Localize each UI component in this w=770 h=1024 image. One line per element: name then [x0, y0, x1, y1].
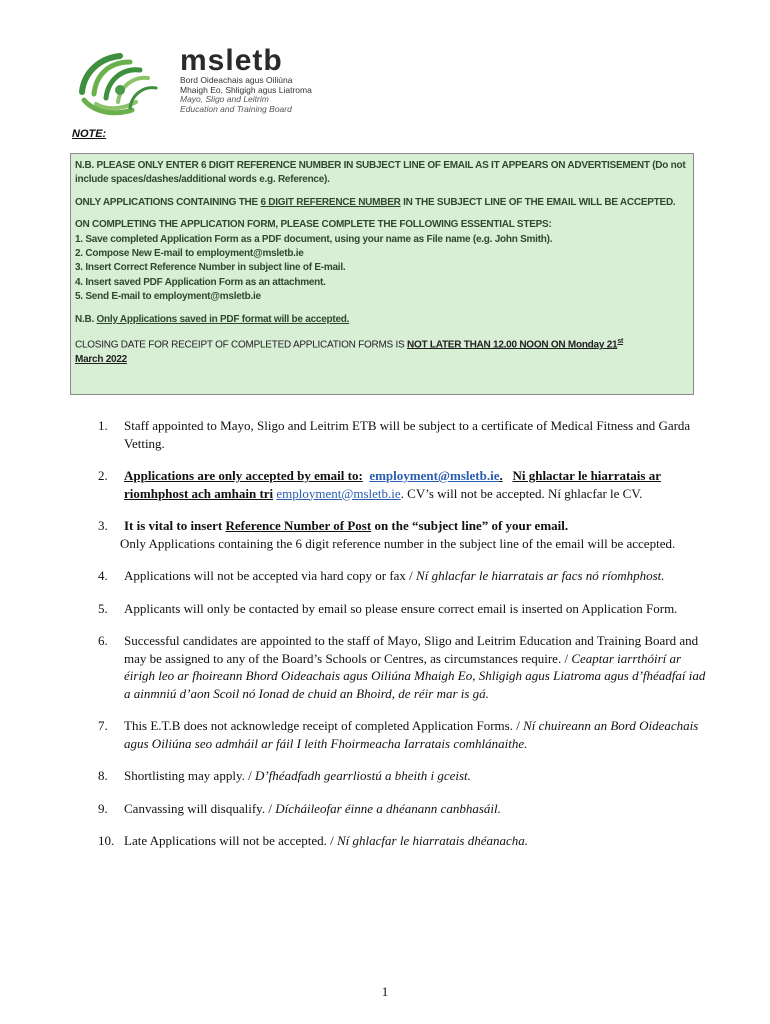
list-item-text: Successful candidates are appointed to the staff of Mayo, Sligo and Leitrim Education and Training Board and may be assigned to any of the Board’s Schools or Centres, as circumstances require. /	[124, 633, 699, 666]
list-item-text: Staff appointed to Mayo, Sligo and Leitrim ETB will be subject to a certificate of Medical Fitness and Garda Vetting.	[124, 418, 691, 451]
brand-sub-line2: Mhaigh Eo, Shligigh agus Liatroma	[180, 84, 312, 95]
note-label: NOTE:	[72, 128, 107, 140]
list-item-rest: . CV’s will not be accepted. Ní ghlacfar le CV.	[400, 485, 643, 501]
notice-step-5: 5. Send E-mail to employment@msletb.ie	[75, 291, 261, 303]
notice-paragraph-1: N.B. PLEASE ONLY ENTER 6 DIGIT REFERENCE NUMBER IN SUBJECT LINE OF EMAIL AS IT APPEARS ON ADVERTISEMENT (Do not include spaces/dashes/additional words e.g. Reference).	[75, 160, 686, 186]
list-item-irish: Ceaptar iarrthóirí ar éirigh leo ar fhoireann Bhord Oideachais agus Oiliúna Mhaigh Eo, Shligigh agus Liatroma agus d’fhéadfaí iad a ainmniú d’aon Scoil nó Ionad de chuid an Bhoird, de réir mar is gá.	[124, 650, 706, 701]
notice-p2-underlined: 6 DIGIT REFERENCE NUMBER	[260, 196, 401, 208]
notice-nb-pre: N.B.	[75, 313, 97, 325]
list-item-text: This E.T.B does not acknowledge receipt of completed Application Forms. /	[124, 718, 524, 733]
list-item-bold: Applications are only accepted by email to:	[124, 468, 363, 483]
list-item-text: Late Applications will not be accepted. /	[124, 833, 337, 848]
page-number: 1	[381, 984, 389, 999]
notice-closing-date	[75, 335, 689, 367]
list-item	[98, 517, 710, 552]
list-item-irish: Dícháileofar éinne a dhéanann canbhasáil.	[275, 800, 501, 816]
list-item-text: Applicants will only be contacted by email so please ensure correct email is inserted on Application Form.	[124, 600, 678, 616]
list-item-number: 4.	[98, 568, 108, 583]
list-item-line2: Only Applications containing the 6 digit reference number in the subject line of the email will be accepted.	[120, 535, 676, 551]
list-item-number: 5.	[98, 600, 108, 616]
brand-block	[180, 46, 312, 114]
brand-name: msletb	[180, 44, 283, 77]
notice-step-3: 3. Insert Correct Reference Number in subject line of E-mail.	[75, 262, 346, 274]
list-item-irish: D’fhéadfadh gearrliostú a bheith i gceist.	[254, 768, 471, 783]
brand-sub-line3: Mayo, Sligo and Leitrim	[180, 94, 269, 104]
brand-sub-line4: Education and Training Board	[180, 103, 292, 114]
list-item-number: 3.	[98, 518, 108, 533]
list-item-irish: Ní ghlacfar le hiarratais ar facs nó ríomhphost.	[416, 568, 665, 583]
list-item-irish: Ní ghlacfar le hiarratais dhéanacha.	[337, 833, 529, 848]
list-item-post: on the “subject line” of your email.	[371, 518, 569, 533]
closing-deadline: NOT LATER THAN 12.00 NOON ON Monday 21	[406, 339, 618, 351]
list-item	[98, 767, 710, 785]
list-item-text: Canvassing will disqualify. /	[124, 800, 276, 816]
email-link[interactable]: employment@msletb.ie	[276, 485, 401, 501]
list-item	[98, 567, 710, 585]
list-item	[98, 417, 710, 452]
notice-step-4: 4. Insert saved PDF Application Form as an attachment.	[75, 276, 326, 288]
list-item-number: 1.	[98, 418, 108, 433]
notice-p2-post: IN THE SUBJECT LINE OF THE EMAIL WILL BE ACCEPTED.	[400, 196, 676, 208]
list-item-number: 9.	[98, 800, 108, 816]
list-item	[98, 800, 710, 818]
list-item-number: 2.	[98, 468, 108, 483]
list-item-number: 8.	[98, 768, 108, 783]
notice-step-1: 1. Save completed Application Form as a PDF document, using your name as File name (e.g. John Smith).	[75, 233, 553, 245]
list-item-number: 10.	[98, 833, 115, 848]
list-item-pre: It is vital to insert	[124, 518, 226, 533]
conditions-list	[98, 417, 710, 850]
notice-step-2: 2. Compose New E-mail to employment@msletb.ie	[75, 248, 304, 260]
notice-steps	[75, 218, 689, 304]
notice-p2-pre: ONLY APPLICATIONS CONTAINING THE	[75, 196, 261, 208]
notice-box	[70, 153, 694, 395]
list-item-text: Applications will not be accepted via hard copy or fax /	[124, 568, 417, 583]
closing-sup: st	[617, 338, 624, 346]
list-item-irish: Ni ghlactar le hiarratais ar riomhphost ach amhain tri	[124, 468, 661, 501]
notice-steps-intro: ON COMPLETING THE APPLICATION FORM, PLEASE COMPLETE THE FOLLOWING ESSENTIAL STEPS:	[75, 219, 552, 231]
list-item	[98, 600, 710, 618]
brand-sub-line1: Bord Oideachais agus Oiliúna	[180, 75, 293, 85]
email-link-bold[interactable]: employment@msletb.ie	[369, 468, 500, 483]
notice-nb	[75, 313, 689, 327]
msletb-logo-icon	[70, 48, 170, 118]
closing-end: March 2022	[75, 353, 127, 365]
list-item	[98, 717, 710, 752]
list-item-underlined: Reference Number of Post	[225, 518, 372, 533]
list-item-text: Shortlisting may apply. /	[124, 768, 255, 783]
list-item-number: 7.	[98, 718, 108, 733]
list-item-irish: Ní chuireann an Bord Oideachais agus Oiliúna seo admháil ar fáil I leith Fhoirmeacha Iarratais comhlánaithe.	[124, 718, 699, 751]
list-item	[98, 632, 710, 702]
list-item-number: 6.	[98, 633, 108, 648]
closing-pre: CLOSING DATE FOR RECEIPT OF COMPLETED APPLICATION FORMS IS	[75, 339, 407, 351]
notice-nb-underlined: Only Applications saved in PDF format will be accepted.	[96, 313, 350, 325]
notice-paragraph-2	[75, 196, 689, 210]
list-item: 2. Applications are only accepted by email to: employment@msletb.ie. Ni ghlactar le hiarratais ar riomhphost ach amhain tri employment@msletb.ie. CV’s will not be accepted. Ní ghlacfar le CV.	[98, 468, 661, 501]
list-item	[98, 832, 710, 850]
